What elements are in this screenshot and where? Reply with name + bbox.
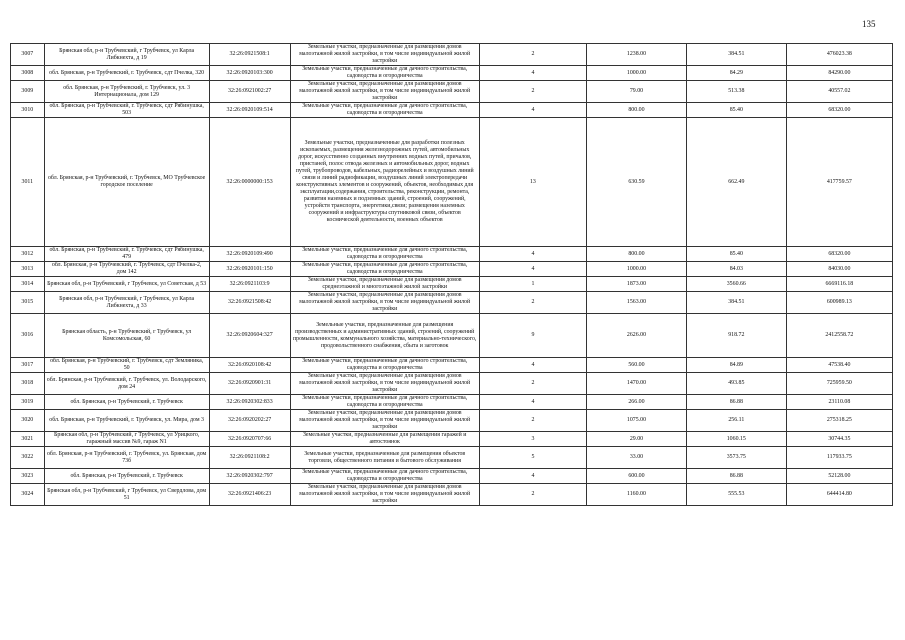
row-address: обл. Брянская, р-н Трубчевский, г. Трубчевск, ул. Володарского, дом 24 (44, 373, 209, 395)
row-address: обл. Брянская, р-н Трубчевский, г. Трубчевск, сдт Земляника, 50 (44, 358, 209, 373)
row-group: 4 (479, 103, 586, 118)
table-row (11, 44, 893, 66)
row-cadastral-number: 32:26:0920707:66 (209, 432, 290, 447)
table-row (11, 118, 893, 247)
row-area: 1000.00 (587, 66, 687, 81)
table-row (11, 314, 893, 358)
row-cadastral-value: 417759.57 (786, 118, 892, 247)
row-cadastral-value: 6669116.18 (786, 277, 892, 292)
row-number: 3015 (11, 292, 45, 314)
row-specific-value: 86.88 (686, 469, 786, 484)
row-area: 1075.00 (587, 410, 687, 432)
row-cadastral-number: 32:26:0920202:27 (209, 410, 290, 432)
row-land-use: Земельные участки, предназначенные для дачного строительства, садоводства и огородничества (290, 469, 479, 484)
row-group: 4 (479, 66, 586, 81)
row-land-use: Земельные участки, предназначенные для разработки полезных ископаемых, размещения железнодорожных путей, автомобильных дорог, искусственно созданных внутренних водных путей, причалов, пристаней, полос отвода железных и автомобильных дорог, водных путей, трубопроводов, кабельных, радиорелейных и воздушных линий связи и линий радиофикации, воздушных линий электропередачи конструктивных элементов и сооружений, объектов, необходимых для эксплуатации,содержания, строительства, реконструкции, ремонта, развития наземных и подземных зданий, строений, сооружений, устройств транспорта, энергетики,связи; размещения наземных сооружений и инфраструктуры спутниковой связи, объектов космической деятельности, военных объектов (290, 118, 479, 247)
row-number: 3014 (11, 277, 45, 292)
row-number: 3019 (11, 395, 45, 410)
row-cadastral-number: 32:26:0921002:27 (209, 81, 290, 103)
row-address: Брянская область, р-н Трубчевский, г Трубчевск, ул Комсомольская, 60 (44, 314, 209, 358)
row-land-use: Земельные участки, предназначенные для размещения домов малоэтажной жилой застройки, в том числе индивидуальной жилой застройки (290, 81, 479, 103)
row-cadastral-value: 30744.35 (786, 432, 892, 447)
row-area: 560.00 (587, 358, 687, 373)
row-group: 4 (479, 395, 586, 410)
row-number: 3020 (11, 410, 45, 432)
row-group: 2 (479, 373, 586, 395)
row-address: обл. Брянская, р-н Трубчевский, г. Трубчевск, МО Трубчевское городское поселение (44, 118, 209, 247)
table-row (11, 410, 893, 432)
row-area: 79.00 (587, 81, 687, 103)
row-cadastral-number: 32:26:0920108:42 (209, 358, 290, 373)
row-specific-value: 256.11 (686, 410, 786, 432)
table-row (11, 469, 893, 484)
row-cadastral-value: 644414.80 (786, 484, 892, 506)
row-group: 4 (479, 247, 586, 262)
row-cadastral-value: 68320.00 (786, 103, 892, 118)
row-number: 3021 (11, 432, 45, 447)
row-area: 630.59 (587, 118, 687, 247)
row-number: 3022 (11, 447, 45, 469)
row-group: 4 (479, 262, 586, 277)
row-specific-value: 493.85 (686, 373, 786, 395)
row-number: 3018 (11, 373, 45, 395)
table-row (11, 358, 893, 373)
table-row (11, 432, 893, 447)
row-specific-value: 3560.66 (686, 277, 786, 292)
row-area: 1160.00 (587, 484, 687, 506)
row-number: 3016 (11, 314, 45, 358)
row-address: обл. Брянская, р-н Трубчевский, г. Трубчевск, ул. 3 Интернационала, дом 129 (44, 81, 209, 103)
row-land-use: Земельные участки, предназначенные для дачного строительства, садоводства и огородничества (290, 103, 479, 118)
row-cadastral-value: 84290.00 (786, 66, 892, 81)
row-specific-value: 384.51 (686, 44, 786, 66)
row-address: обл. Брянская, р-н Трубчевский, г. Трубчевск, ул. Брянская, дом 73б (44, 447, 209, 469)
row-number: 3012 (11, 247, 45, 262)
row-area: 800.00 (587, 247, 687, 262)
row-address: Брянская обл, р-н Трубчевский, г Трубчевск, ул Карла Либкнехта, д 19 (44, 44, 209, 66)
row-area: 1238.00 (587, 44, 687, 66)
row-cadastral-number: 32:26:0921406:23 (209, 484, 290, 506)
row-cadastral-value: 52128.00 (786, 469, 892, 484)
row-cadastral-value: 68320.00 (786, 247, 892, 262)
row-group: 2 (479, 410, 586, 432)
row-group: 2 (479, 484, 586, 506)
row-number: 3010 (11, 103, 45, 118)
row-cadastral-number: 32:26:0920604:327 (209, 314, 290, 358)
row-cadastral-value: 84030.00 (786, 262, 892, 277)
row-address: обл. Брянская, р-н Трубчевский, г. Трубчевск (44, 469, 209, 484)
row-address: обл. Брянская, р-н Трубчевский, г. Трубчевск, сдт Рябинушка, 503 (44, 103, 209, 118)
row-number: 3024 (11, 484, 45, 506)
row-specific-value: 85.40 (686, 247, 786, 262)
row-group: 9 (479, 314, 586, 358)
row-specific-value: 84.03 (686, 262, 786, 277)
row-specific-value: 3573.75 (686, 447, 786, 469)
table-row (11, 292, 893, 314)
row-group: 1 (479, 277, 586, 292)
table-row (11, 484, 893, 506)
row-land-use: Земельные участки, предназначенные для дачного строительства, садоводства и огородничества (290, 262, 479, 277)
row-address: Брянская обл, р-н Трубчевский, г Трубчевск, ул Карла Либкнехта, д 33 (44, 292, 209, 314)
table-row (11, 247, 893, 262)
row-number: 3011 (11, 118, 45, 247)
row-specific-value: 86.88 (686, 395, 786, 410)
row-address: Брянская обл, р-н Трубчевский, г Трубчевск, ул Советская, д 53 (44, 277, 209, 292)
row-land-use: Земельные участки, предназначенные для размещения домов малоэтажной жилой застройки, в том числе индивидуальной жилой застройки (290, 44, 479, 66)
row-land-use: Земельные участки, предназначенные для размещения гаражей и автостоянок (290, 432, 479, 447)
row-area: 1470.00 (587, 373, 687, 395)
row-number: 3013 (11, 262, 45, 277)
row-address: обл. Брянская, р-н Трубчевский, г. Трубчевск, ул. Мира, дом 3 (44, 410, 209, 432)
table-row (11, 395, 893, 410)
row-cadastral-number: 32:26:0920109:490 (209, 247, 290, 262)
row-number: 3023 (11, 469, 45, 484)
row-cadastral-number: 32:26:0921508:1 (209, 44, 290, 66)
row-cadastral-number: 32:26:0920109:514 (209, 103, 290, 118)
row-area: 800.00 (587, 103, 687, 118)
row-specific-value: 84.89 (686, 358, 786, 373)
row-cadastral-number: 32:26:0920101:150 (209, 262, 290, 277)
row-address: Брянская обл, р-н Трубчевский, г Трубчевск, ул Свердлова, дом 51 (44, 484, 209, 506)
row-cadastral-value: 117933.75 (786, 447, 892, 469)
row-cadastral-value: 40557.02 (786, 81, 892, 103)
row-group: 4 (479, 358, 586, 373)
row-group: 5 (479, 447, 586, 469)
row-cadastral-value: 2412558.72 (786, 314, 892, 358)
row-cadastral-number: 32:26:0000000:153 (209, 118, 290, 247)
row-number: 3017 (11, 358, 45, 373)
row-address: Брянская обл, р-н Трубчевский, г Трубчевск, ул Урицкого, гаражный массив №9, гараж N1 (44, 432, 209, 447)
row-area: 600.00 (587, 469, 687, 484)
row-group: 2 (479, 44, 586, 66)
table-row (11, 81, 893, 103)
table-row (11, 66, 893, 81)
row-cadastral-value: 47538.40 (786, 358, 892, 373)
row-cadastral-value: 23110.08 (786, 395, 892, 410)
row-number: 3008 (11, 66, 45, 81)
row-address: обл. Брянская, р-н Трубчевский, г. Трубчевск, сдт Рябинушка, 479 (44, 247, 209, 262)
row-group: 4 (479, 469, 586, 484)
row-area: 1873.00 (587, 277, 687, 292)
row-area: 1000.00 (587, 262, 687, 277)
page-number: 135 (862, 19, 876, 29)
row-specific-value: 384.51 (686, 292, 786, 314)
row-land-use: Земельные участки, предназначенные для размещения домов среднеэтажной и многоэтажной жилой застройки (290, 277, 479, 292)
row-cadastral-number: 32:26:0920302:797 (209, 469, 290, 484)
row-land-use: Земельные участки, предназначенные для дачного строительства, садоводства и огородничества (290, 395, 479, 410)
table-row (11, 277, 893, 292)
row-cadastral-number: 32:26:0920103:300 (209, 66, 290, 81)
row-land-use: Земельные участки, предназначенные для размещения домов малоэтажной жилой застройки, в том числе индивидуальной жилой застройки (290, 373, 479, 395)
row-area: 29.00 (587, 432, 687, 447)
row-specific-value: 662.49 (686, 118, 786, 247)
row-land-use: Земельные участки, предназначенные для размещения домов малоэтажной жилой застройки, в том числе индивидуальной жилой застройки (290, 410, 479, 432)
row-specific-value: 513.38 (686, 81, 786, 103)
table-row (11, 262, 893, 277)
table-row (11, 447, 893, 469)
row-cadastral-value: 725959.50 (786, 373, 892, 395)
row-group: 3 (479, 432, 586, 447)
row-land-use: Земельные участки, предназначенные для размещения объектов торговли, общественного питания и бытового обслуживания (290, 447, 479, 469)
row-cadastral-number: 32:26:0921108:2 (209, 447, 290, 469)
table-body (11, 44, 893, 506)
land-registry-table (10, 43, 893, 506)
row-land-use: Земельные участки, предназначенные для размещения домов малоэтажной жилой застройки, в том числе индивидуальной жилой застройки (290, 292, 479, 314)
table-row (11, 373, 893, 395)
row-specific-value: 918.72 (686, 314, 786, 358)
row-cadastral-value: 275318.25 (786, 410, 892, 432)
row-area: 1563.00 (587, 292, 687, 314)
row-cadastral-value: 600989.13 (786, 292, 892, 314)
row-cadastral-number: 32:26:0920302:833 (209, 395, 290, 410)
row-specific-value: 1060.15 (686, 432, 786, 447)
row-group: 2 (479, 81, 586, 103)
row-cadastral-number: 32:26:0921103:9 (209, 277, 290, 292)
row-area: 33.00 (587, 447, 687, 469)
row-group: 13 (479, 118, 586, 247)
row-land-use: Земельные участки, предназначенные для дачного строительства, садоводства и огородничества (290, 66, 479, 81)
row-cadastral-number: 32:26:0921508:42 (209, 292, 290, 314)
row-number: 3009 (11, 81, 45, 103)
row-area: 2626.00 (587, 314, 687, 358)
table-row (11, 103, 893, 118)
row-specific-value: 85.40 (686, 103, 786, 118)
row-land-use: Земельные участки, предназначенные для дачного строительства, садоводства и огородничества (290, 247, 479, 262)
row-group: 2 (479, 292, 586, 314)
row-specific-value: 555.53 (686, 484, 786, 506)
row-specific-value: 84.29 (686, 66, 786, 81)
row-land-use: Земельные участки, предназначенные для размещения производственных и административных зданий, строений, сооружений промышленности, коммунального хозяйства, материально-технического, продовольственного снабжения, сбыта и заготовок (290, 314, 479, 358)
row-address: обл. Брянская, р-н Трубчевский, г. Трубчевск, сдт Пчелка, 320 (44, 66, 209, 81)
row-area: 266.00 (587, 395, 687, 410)
row-cadastral-number: 32:26:0920901:31 (209, 373, 290, 395)
row-address: обл. Брянская, р-н Трубчевский, г. Трубчевск (44, 395, 209, 410)
row-number: 3007 (11, 44, 45, 66)
row-cadastral-value: 476023.38 (786, 44, 892, 66)
row-land-use: Земельные участки, предназначенные для дачного строительства, садоводства и огородничества (290, 358, 479, 373)
row-address: обл. Брянская, р-н Трубчевский, г. Трубчевск, сдт Пчелка-2, дом 142 (44, 262, 209, 277)
row-land-use: Земельные участки, предназначенные для размещения домов малоэтажной жилой застройки, в том числе индивидуальной жилой застройки (290, 484, 479, 506)
